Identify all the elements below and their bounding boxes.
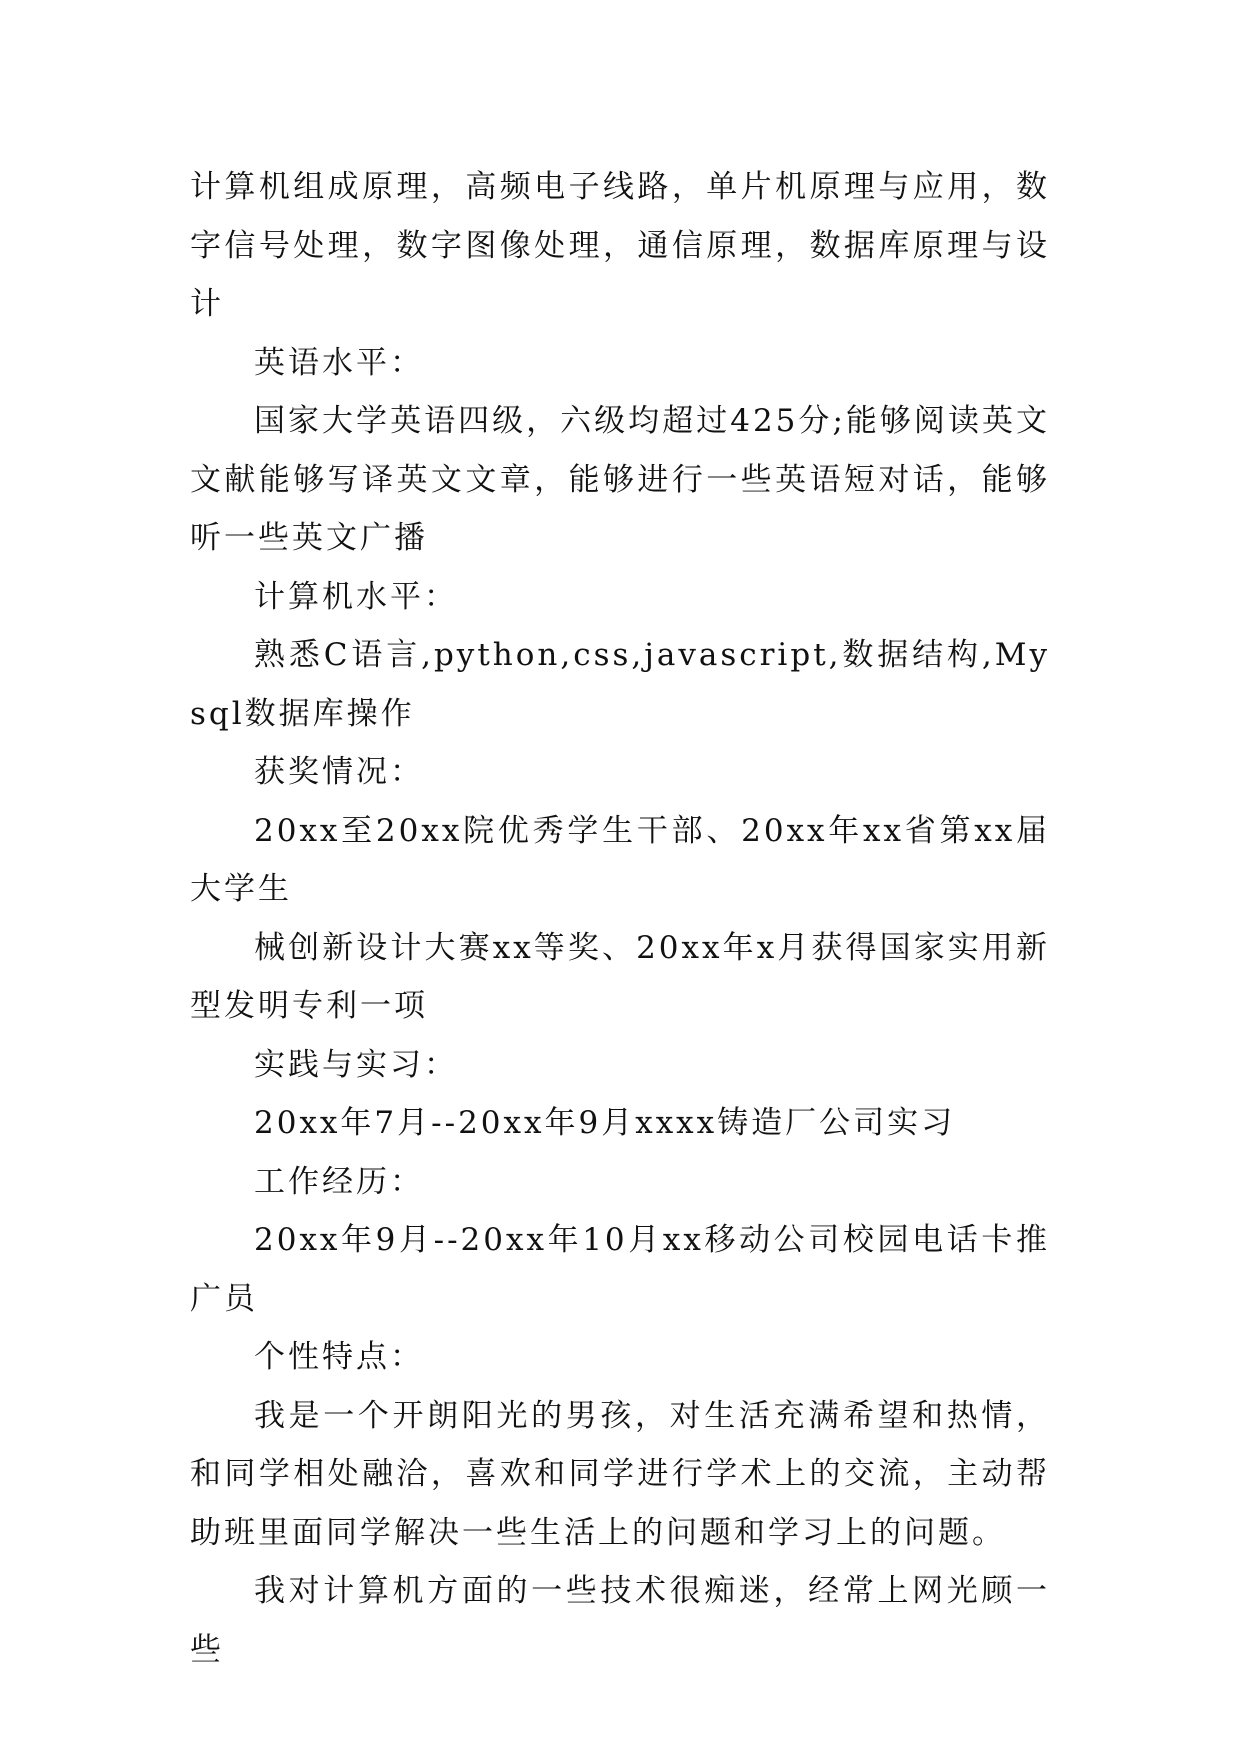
resume-body: [190, 158, 1050, 1679]
heading-computer-level: 计算机水平：: [254, 578, 458, 615]
paragraph-personality: 我是一个开朗阳光的男孩，对生活充满希望和热情，和同学相处融洽，喜欢和同学进行学术上的交流，主动帮助班里面同学解决一些生活上的问题和学习上的问题。: [190, 1397, 1050, 1551]
paragraph-internship: 20xx年7月--20xx年9月xxxx铸造厂公司实习: [254, 1105, 956, 1141]
paragraph-courses-continued: 计算机组成原理，高频电子线路，单片机原理与应用，数字信号处理，数字图像处理，通信原理，数据库原理与设计: [190, 169, 1050, 322]
paragraph-computer-level: 熟悉C语言,python,css,javascript,数据结构,Mysql数据库操作: [190, 637, 1050, 732]
paragraph-awards-1: 20xx至20xx院优秀学生干部、20xx年xx省第xx届大学生: [190, 812, 1050, 907]
paragraph-awards-2: 械创新设计大赛xx等奖、20xx年x月获得国家实用新型发明专利一项: [190, 929, 1050, 1024]
heading-english-level: 英语水平：: [254, 344, 424, 381]
paragraph-work-experience: 20xx年9月--20xx年10月xx移动公司校园电话卡推广员: [190, 1222, 1050, 1317]
paragraph-tech-interest: 我对计算机方面的一些技术很痴迷，经常上网光顾一些: [190, 1573, 1050, 1668]
paragraph-english-level: 国家大学英语四级，六级均超过425分;能够阅读英文文献能够写译英文文章，能够进行一些英语短对话，能够听一些英文广播: [190, 403, 1050, 556]
heading-personality: 个性特点：: [254, 1339, 424, 1375]
heading-internship: 实践与实习：: [254, 1046, 458, 1083]
heading-work-experience: 工作经历：: [254, 1163, 424, 1200]
heading-awards: 获奖情况：: [254, 754, 424, 790]
